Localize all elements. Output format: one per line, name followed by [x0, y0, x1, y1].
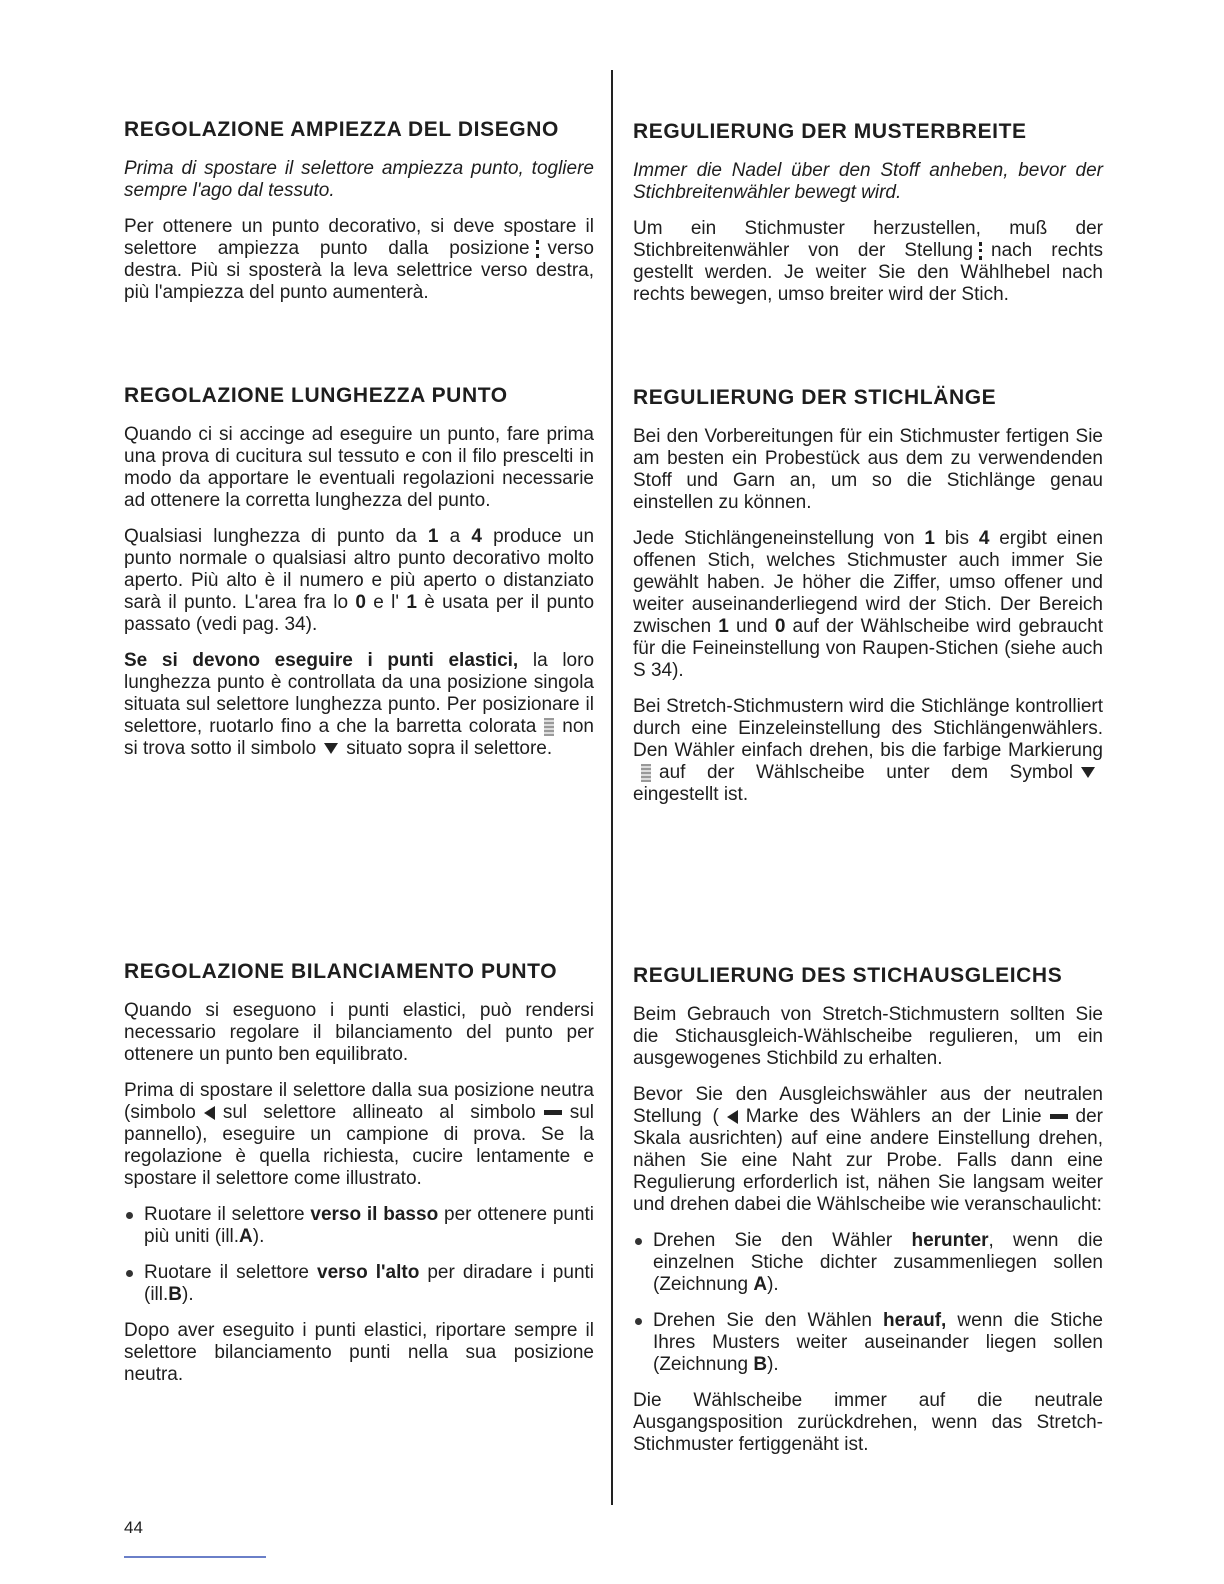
dash-marker-icon	[1050, 1114, 1068, 1119]
paragraph: Die Wählscheibe immer auf die neutrale Ausgangsposition zurückdrehen, wenn das Stretch-Stichmuster fertiggenäht ist.	[633, 1390, 1103, 1455]
paragraph: Per ottenere un punto decorativo, si deve spostare il selettore ampiezza punto dalla posizione verso destra. Più si sposterà la leva selettrice verso destra, più l'ampiezza del punto aumenterà.	[124, 216, 594, 303]
paragraph: Se si devono eseguire i punti elastici, la loro lunghezza punto è controllata da una posizione singola situata sul selettore lunghezza punto. Per posizionare il selettore, ruotarlo fino a che la barretta colorata non si trova sotto il simbolo situato sopra il selettore.	[124, 650, 595, 759]
list-item: Drehen Sie den Wähler herunter, wenn die einzelnen Stiche dichter zusammenliegen sollen (Zeichnung A).	[633, 1230, 1103, 1296]
bullet-list	[124, 1204, 594, 1306]
paragraph: Bei den Vorbereitungen für ein Stichmuster fertigen Sie am besten ein Probestück aus dem zu verwendenden Stoff und Garn an, um so die Stichlänge genau einstellen zu können.	[633, 426, 1103, 513]
section-title: REGOLAZIONE BILANCIAMENTO PUNTO	[124, 960, 558, 983]
section-title: REGULIERUNG DER MUSTERBREITE	[633, 120, 1027, 143]
section-title: REGOLAZIONE AMPIEZZA DEL DISEGNO	[124, 118, 559, 141]
column-divider	[611, 70, 613, 1505]
dash-marker-icon	[544, 1110, 562, 1115]
paragraph: Quando si eseguono i punti elastici, può rendersi necessario regolare il bilanciamento del punto per ottenere un punto ben equilibrato.	[124, 1000, 594, 1065]
paragraph: Beim Gebrauch von Stretch-Stichmustern sollten Sie die Stichausgleich-Wählscheibe regulieren, um ein ausgewogenes Stichbild zu erhalten.	[633, 1004, 1103, 1069]
paragraph: Bevor Sie den Ausgleichswähler aus der neutralen Stellung ( Marke des Wählers an der Linie der Skala ausrichten) auf eine andere Einstellung drehen, nähen Sie eine Naht zur Probe. Falls dann eine Regulierung erforderlich ist, nähen Sie langsam weiter und drehen dabei die Wählscheibe wie veranschaulicht:	[633, 1084, 1103, 1215]
bullet-list	[633, 1230, 1103, 1376]
section-title: REGULIERUNG DER STICHLÄNGE	[633, 386, 997, 409]
lead-paragraph: Prima di spostare il selettore ampiezza punto, togliere sempre l'ago dal tessuto.	[124, 158, 594, 201]
lead-paragraph: Immer die Nadel über den Stoff anheben, bevor der Stichbreitenwähler bewegt wird.	[633, 160, 1103, 203]
page-number: 44	[124, 1518, 143, 1537]
section-regolazione-lunghezza	[124, 384, 594, 774]
straight-stitch-position-icon	[979, 242, 985, 260]
left-triangle-icon	[204, 1106, 215, 1120]
paragraph: Bei Stretch-Stichmustern wird die Stichlänge kontrolliert durch eine Einzeleinstellung des Stichlängenwählers. Den Wähler einfach drehen, bis die farbige Markierungauf der Wählscheibe unter dem Symboleingestellt ist.	[633, 696, 1103, 805]
list-item: Drehen Sie den Wählen herauf, wenn die Stiche Ihres Musters weiter auseinander liegen sollen (Zeichnung B).	[633, 1310, 1103, 1376]
paragraph: Qualsiasi lunghezza di punto da 1 a 4 produce un punto normale o qualsiasi altro punto decorativo molto aperto. Più alto è il numero e più aperto o distanziato sarà il punto. L'area fra lo 0 e l' 1 è usata per il punto passato (vedi pag. 34).	[124, 526, 595, 635]
colored-marker-icon	[641, 764, 651, 782]
paragraph: Um ein Stichmuster herzustellen, muß der Stichbreitenwähler von der Stellung nach rechts gestellt werden. Je weiter Sie den Wählhebel nach rechts bewegen, umso breiter wird der Stich.	[633, 218, 1103, 305]
section-title: REGOLAZIONE LUNGHEZZA PUNTO	[124, 384, 508, 407]
paragraph: Quando ci si accinge ad eseguire un punto, fare prima una prova di cucitura sul tessuto e con il filo prescelti in modo da apportare le eventuali regolazioni necessarie ad ottenere la corretta lunghezza del punto.	[124, 424, 594, 511]
paragraph: Dopo aver eseguito i punti elastici, riportare sempre il selettore bilanciamento punti nella sua posizione neutra.	[124, 1320, 594, 1385]
down-triangle-icon	[1081, 767, 1095, 778]
footer-rule	[124, 1556, 266, 1558]
list-item: Ruotare il selettore verso il basso per ottenere punti più uniti (ill.A).	[124, 1204, 594, 1248]
down-triangle-icon	[324, 743, 338, 754]
left-triangle-icon	[727, 1110, 738, 1124]
paragraph: Jede Stichlängeneinstellung von 1 bis 4 ergibt einen offenen Stich, welches Stichmuster auch immer Sie gewählt haben. Je höher die Ziffer, umso offener und weiter auseinanderliegend wird der Stich. Der Bereich zwischen 1 und 0 auf der Wählscheibe wird gebraucht für die Feineinstellung von Raupen-Stichen (siehe auch S 34).	[633, 528, 1104, 681]
section-regulierung-stichausgleich	[633, 964, 1103, 1470]
section-title: REGULIERUNG DES STICHAUSGLEICHS	[633, 964, 1063, 987]
colored-bar-icon	[544, 718, 554, 736]
section-regolazione-bilanciamento	[124, 960, 594, 1400]
section-regulierung-musterbreite	[633, 120, 1103, 320]
straight-stitch-position-icon	[536, 240, 542, 258]
section-regolazione-ampiezza	[124, 118, 594, 318]
list-item: Ruotare il selettore verso l'alto per diradare i punti (ill.B).	[124, 1262, 594, 1306]
section-regulierung-stichlaenge	[633, 386, 1103, 820]
paragraph: Prima di spostare il selettore dalla sua posizione neutra (simbolo sul selettore allineato al simbolo sul pannello), eseguire un campione di prova. Se la regolazione è quella richiesta, cucire lentamente e spostare il selettore come illustrato.	[124, 1080, 594, 1189]
